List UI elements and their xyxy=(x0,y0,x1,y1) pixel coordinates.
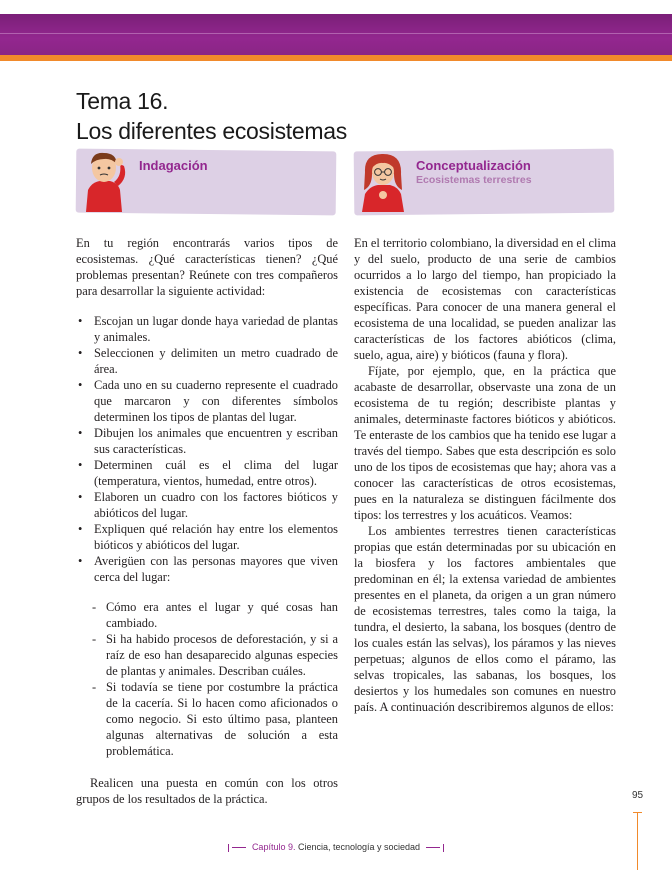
bullet-mark: • xyxy=(78,314,83,328)
page-number: 95 xyxy=(632,790,644,801)
indagacion-label: Indagación xyxy=(139,158,208,173)
bullet-mark: • xyxy=(78,346,83,360)
list-item: - Cómo era antes el lugar y qué cosas han cambiado. xyxy=(92,600,338,630)
conceptualizacion-label: Conceptualización xyxy=(416,158,531,173)
footer-subject: Ciencia, tecnología y sociedad xyxy=(297,842,421,852)
list-item: • Cada uno en su cuaderno represente el cuadrado que marcaron y con diferentes símbolos determinen los tipos de plantas del lugar. xyxy=(78,378,338,424)
list-item: • Dibujen los animales que encuentren y escriban sus características. xyxy=(78,426,338,456)
top-margin xyxy=(0,0,672,14)
interview-list xyxy=(76,599,338,759)
list-item: - Si ha habido procesos de deforestación, y si a raíz de eso han desaparecido algunas especies de plantas y animales. Describan cuáles. xyxy=(92,632,338,678)
girl-glasses-icon xyxy=(356,150,412,212)
conceptualizacion-sublabel: Ecosistemas terrestres xyxy=(416,174,532,186)
right-column xyxy=(354,235,616,715)
list-item: • Averigüen con las personas mayores que viven cerca del lugar: xyxy=(78,554,338,584)
bullet-mark: • xyxy=(78,554,83,568)
left-column xyxy=(76,235,338,807)
footer xyxy=(0,842,672,852)
paragraph: Fíjate, por ejemplo, que, en la práctica que acabaste de desarrollar, observaste una zona de un ecosistema de tu región; describiste plantas y animales, determinaste factores bióticos y abióticos. Te enteraste de los cambios que ha tenido ese lugar a través del tiempo. Sabes que esta descripción es solo uno de los tipos de ecosistemas que hay; ahora vas a conocer las características de otros ecosistemas, pues en la naturaleza se distinguen fácilmente dos tipos: los terrestres y los acuáticos. Veamos: xyxy=(354,364,616,522)
activity-list xyxy=(76,313,338,585)
list-item: • Determinen cuál es el clima del lugar (temperatura, vientos, humedad, entre otros). xyxy=(78,458,338,488)
dash-mark: - xyxy=(92,600,97,614)
footer-chapter: Capítulo 9. xyxy=(251,842,296,852)
boy-thinking-icon xyxy=(78,150,136,212)
page-title xyxy=(76,86,347,146)
bullet-mark: • xyxy=(78,458,83,472)
list-item: • Elaboren un cuadro con los factores bióticos y abióticos del lugar. xyxy=(78,490,338,520)
header-band xyxy=(0,14,672,55)
list-item: • Escojan un lugar donde haya variedad de plantas y animales. xyxy=(78,314,338,344)
list-item: • Expliquen qué relación hay entre los elementos bióticos y abióticos del lugar. xyxy=(78,522,338,552)
page-marker-line xyxy=(637,812,638,870)
header-band-line xyxy=(0,33,672,34)
paragraph: En el territorio colombiano, la diversidad en el clima y del suelo, producto de una serie de cambios ocurridos a lo largo del tiempo, han propiciado la existencia de ecosistemas con características específicas. Para conocer de una manera general el ecosistema de una localidad, se pueden analizar las características de los factores abióticos (clima, suelo, agua, aire) y bióticos (fauna y flora). xyxy=(354,236,616,362)
title-line-2: Los diferentes ecosistemas xyxy=(76,118,347,144)
title-line-1: Tema 16. xyxy=(76,88,169,114)
paragraph: Los ambientes terrestres tienen características propias que están determinadas por su ubicación en la biosfera y los factores ambientales que predominan en él; la extensa variedad de ambientes presentes en el planeta, da origen a un gran número de ecosistemas terrestres, tales como la taiga, la tundra, el desierto, la sabana, los bosques (dentro de los cuales están las selvas), los páramos y las nieves perpetuas; algunos de ellos como el páramo, las selvas tropicales, las sabanas, los bosques, los desiertos y los humedales son comunes en nuestro país. A continuación describiremos algunos de ellos: xyxy=(354,524,616,714)
bullet-mark: • xyxy=(78,490,83,504)
bullet-mark: • xyxy=(78,378,83,392)
closing-paragraph: Realicen una puesta en común con los otros grupos de los resultados de la práctica. xyxy=(76,776,338,806)
list-item: - Si todavía se tiene por costumbre la práctica de la cacería. Si lo hacen como aficionados o como negocio. Si esto último pasa, planteen algunas alternativas de solución a esta problemática. xyxy=(92,680,338,758)
list-item: • Seleccionen y delimiten un metro cuadrado de área. xyxy=(78,346,338,376)
intro-paragraph: En tu región encontrarás varios tipos de ecosistemas. ¿Qué características tienen? ¿Qué problemas presentan? Reúnete con tres compañeros para desarrollar la siguiente actividad: xyxy=(76,236,338,298)
header-accent-stripe xyxy=(0,55,672,61)
dash-mark: - xyxy=(92,632,97,646)
bullet-mark: • xyxy=(78,426,83,440)
bullet-mark: • xyxy=(78,522,83,536)
dash-mark: - xyxy=(92,680,97,694)
